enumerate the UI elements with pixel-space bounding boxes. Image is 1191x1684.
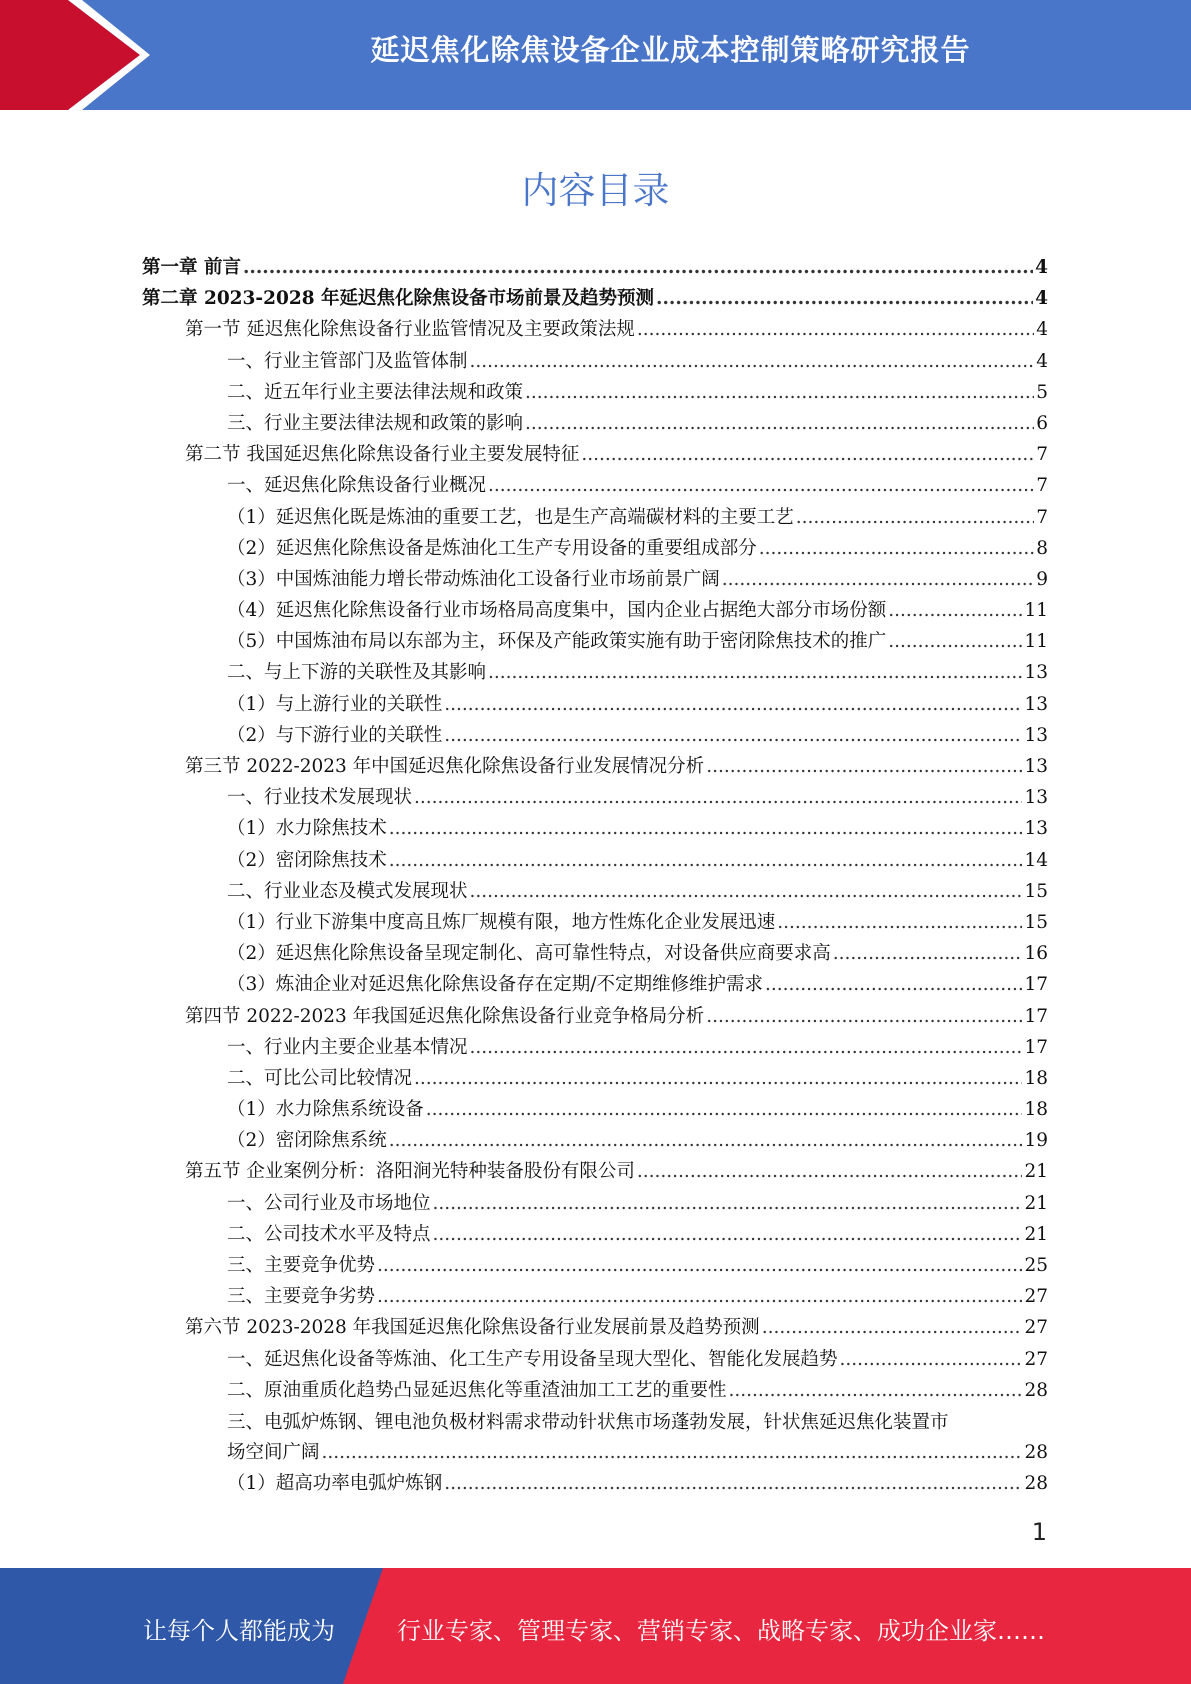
toc-entry-title: 二、行业业态及模式发展现状 xyxy=(227,880,468,902)
toc-entry-page: 7 xyxy=(1036,506,1048,528)
toc-entry[interactable] xyxy=(142,846,1048,877)
toc-entry-page: 21 xyxy=(1024,1223,1048,1245)
toc-entry[interactable] xyxy=(142,939,1048,970)
toc-entry-page: 18 xyxy=(1024,1099,1048,1121)
toc-leader-dots xyxy=(722,569,1034,590)
toc-entry[interactable] xyxy=(142,253,1048,284)
toc-leader-dots xyxy=(777,912,1022,933)
toc-entry[interactable] xyxy=(142,1095,1048,1126)
toc-entry-title: （2）密闭除焦技术 xyxy=(227,849,387,871)
toc-leader-dots xyxy=(759,538,1034,559)
toc-entry-page: 11 xyxy=(1024,600,1048,622)
toc-entry[interactable] xyxy=(142,1345,1048,1376)
toc-entry-title: （1）水力除焦技术 xyxy=(227,818,387,840)
toc-entry[interactable] xyxy=(142,378,1048,409)
toc-leader-dots xyxy=(444,1473,1022,1494)
toc-entry-title: （2）延迟焦化除焦设备呈现定制化、高可靠性特点，对设备供应商要求高 xyxy=(227,943,831,965)
toc-entry-page: 27 xyxy=(1024,1317,1048,1339)
toc-entry-title: 第一章 前言 xyxy=(142,257,241,278)
toc-leader-dots xyxy=(377,1286,1022,1307)
toc-entry-page: 7 xyxy=(1036,475,1048,497)
toc-entry[interactable] xyxy=(142,596,1048,627)
toc-leader-dots xyxy=(833,943,1023,964)
toc-leader-dots xyxy=(488,475,1034,496)
toc-entry[interactable] xyxy=(142,1126,1048,1157)
toc-entry-title: 一、延迟焦化除焦设备行业概况 xyxy=(227,475,487,497)
toc-entry-page: 28 xyxy=(1024,1379,1048,1401)
toc-entry-page: 28 xyxy=(1024,1473,1048,1495)
toc-leader-dots xyxy=(444,694,1022,715)
table-of-contents xyxy=(142,253,1048,1501)
toc-entry-page: 6 xyxy=(1036,412,1048,434)
toc-entry[interactable] xyxy=(142,315,1048,346)
toc-leader-dots xyxy=(377,1255,1022,1276)
toc-entry-title: 三、主要竞争劣势 xyxy=(227,1286,376,1308)
toc-leader-dots xyxy=(470,351,1035,372)
toc-entry-title: （1）延迟焦化既是炼油的重要工艺，也是生产高端碳材料的主要工艺 xyxy=(227,506,794,528)
toc-entry-page: 9 xyxy=(1036,568,1048,590)
toc-entry-title: 一、行业主管部门及监管体制 xyxy=(227,350,468,372)
toc-entry-page: 4 xyxy=(1035,257,1048,278)
toc-entry[interactable] xyxy=(142,658,1048,689)
toc-entry[interactable] xyxy=(142,1189,1048,1220)
toc-entry[interactable] xyxy=(142,1438,1048,1469)
toc-entry[interactable] xyxy=(142,1033,1048,1064)
toc-entry-title: 二、与上下游的关联性及其影响 xyxy=(227,662,487,684)
footer-slogan-left: 让每个人都能成为 xyxy=(143,1617,335,1645)
toc-entry[interactable] xyxy=(142,534,1048,565)
toc-leader-dots xyxy=(840,1349,1023,1370)
toc-entry-title: 二、近五年行业主要法律法规和政策 xyxy=(227,381,524,403)
toc-entry-title: （3）中国炼油能力增长带动炼油化工设备行业市场前景广阔 xyxy=(227,568,720,590)
toc-leader-dots xyxy=(470,1037,1023,1058)
toc-leader-dots xyxy=(433,1224,1023,1245)
toc-entry-page: 18 xyxy=(1024,1067,1048,1089)
toc-entry[interactable] xyxy=(142,503,1048,534)
toc-leader-dots xyxy=(414,1068,1022,1089)
toc-entry-title: 第四节 2022-2023 年我国延迟焦化除焦设备行业竞争格局分析 xyxy=(185,1005,705,1027)
toc-entry-title: 场空间广阔 xyxy=(227,1442,320,1464)
toc-leader-dots xyxy=(888,600,1022,621)
toc-leader-dots xyxy=(581,444,1034,465)
toc-entry-title: 二、可比公司比较情况 xyxy=(227,1067,413,1089)
toc-entry-page: 27 xyxy=(1024,1286,1048,1308)
toc-entry-title: （1）超高功率电弧炉炼钢 xyxy=(227,1473,443,1495)
toc-leader-dots xyxy=(637,319,1034,340)
toc-entry-page: 15 xyxy=(1024,880,1048,902)
toc-entry[interactable] xyxy=(142,721,1048,752)
toc-entry-page: 13 xyxy=(1024,724,1048,746)
toc-leader-dots xyxy=(322,1442,1023,1463)
toc-entry-title: （2）密闭除焦系统 xyxy=(227,1130,387,1152)
toc-entry[interactable] xyxy=(142,284,1048,315)
toc-entry-title: 第三节 2022-2023 年中国延迟焦化除焦设备行业发展情况分析 xyxy=(185,756,705,777)
header-banner xyxy=(0,0,1191,110)
toc-entry-title: 第二节 我国延迟焦化除焦设备行业主要发展特征 xyxy=(185,444,580,466)
toc-entry[interactable] xyxy=(142,1469,1048,1500)
toc-entry[interactable] xyxy=(142,1220,1048,1251)
toc-leader-dots xyxy=(426,1099,1023,1120)
toc-entry-title: （4）延迟焦化除焦设备行业市场格局高度集中，国内企业占据绝大部分市场份额 xyxy=(227,600,887,622)
toc-entry[interactable] xyxy=(142,752,1048,783)
toc-leader-dots xyxy=(525,413,1034,434)
toc-entry-page: 14 xyxy=(1024,849,1048,871)
toc-leader-dots xyxy=(243,257,1033,278)
toc-entry[interactable] xyxy=(142,347,1048,378)
toc-entry-title: （1）与上游行业的关联性 xyxy=(227,693,443,715)
toc-entry-page: 8 xyxy=(1036,537,1048,559)
toc-entry[interactable] xyxy=(142,970,1048,1001)
toc-entry-page: 11 xyxy=(1024,631,1048,653)
toc-entry-page: 13 xyxy=(1024,818,1048,840)
toc-entry[interactable] xyxy=(142,1282,1048,1313)
toc-entry[interactable] xyxy=(142,690,1048,721)
toc-entry-title: 一、公司行业及市场地位 xyxy=(227,1192,431,1214)
toc-entry-page: 16 xyxy=(1024,943,1048,965)
toc-entry[interactable] xyxy=(142,1251,1048,1282)
toc-leader-dots xyxy=(706,1006,1022,1027)
toc-entry[interactable] xyxy=(142,814,1048,845)
toc-leader-dots xyxy=(389,818,1023,839)
toc-entry-title: （2）延迟焦化除焦设备是炼油化工生产专用设备的重要组成部分 xyxy=(227,537,757,559)
toc-entry-page: 15 xyxy=(1024,911,1048,933)
toc-leader-dots xyxy=(765,974,1022,995)
toc-entry-page: 19 xyxy=(1024,1130,1048,1152)
toc-entry-page: 17 xyxy=(1024,974,1048,996)
toc-entry[interactable] xyxy=(142,1002,1048,1033)
toc-entry-title: 三、主要竞争优势 xyxy=(227,1255,376,1276)
toc-entry[interactable] xyxy=(142,440,1048,471)
toc-leader-dots xyxy=(729,1380,1023,1401)
toc-leader-dots xyxy=(706,756,1022,777)
toc-heading: 内容目录 xyxy=(521,169,670,212)
footer-slogan-right: 行业专家、管理专家、营销专家、战略专家、成功企业家…… xyxy=(397,1617,1045,1645)
toc-entry-page: 25 xyxy=(1024,1255,1048,1276)
toc-leader-dots xyxy=(470,881,1023,902)
toc-leader-dots xyxy=(389,850,1023,871)
toc-entry-title: 一、行业技术发展现状 xyxy=(227,787,413,809)
toc-leader-dots xyxy=(414,787,1022,808)
toc-entry-title: 一、延迟焦化设备等炼油、化工生产专用设备呈现大型化、智能化发展趋势 xyxy=(227,1348,838,1370)
toc-leader-dots xyxy=(762,1317,1023,1338)
toc-entry-title: 第六节 2023-2028 年我国延迟焦化除焦设备行业发展前景及趋势预测 xyxy=(185,1317,760,1339)
toc-entry-page: 28 xyxy=(1024,1442,1048,1464)
toc-leader-dots xyxy=(389,1130,1023,1151)
toc-entry-title: （3）炼油企业对延迟焦化除焦设备存在定期/不定期维修维护需求 xyxy=(227,974,764,996)
toc-entry-page: 17 xyxy=(1024,1036,1048,1058)
toc-entry-title: （1）水力除焦系统设备 xyxy=(227,1099,424,1121)
toc-entry-title: 第二章 2023-2028 年延迟焦化除焦设备市场前景及趋势预测 xyxy=(142,288,655,310)
toc-entry[interactable] xyxy=(142,1157,1048,1188)
toc-leader-dots xyxy=(637,1161,1023,1182)
toc-leader-dots xyxy=(433,1193,1023,1214)
toc-entry-page: 21 xyxy=(1024,1161,1048,1183)
toc-entry-page: 13 xyxy=(1024,693,1048,715)
toc-entry-page: 4 xyxy=(1036,319,1048,341)
toc-leader-dots xyxy=(525,382,1034,403)
toc-entry[interactable] xyxy=(142,627,1048,658)
page-number: 1 xyxy=(1031,1518,1047,1546)
document-title: 延迟焦化除焦设备企业成本控制策略研究报告 xyxy=(370,33,971,67)
toc-entry-title: 三、行业主要法律法规和政策的影响 xyxy=(227,412,524,434)
toc-entry-title: 一、行业内主要企业基本情况 xyxy=(227,1036,468,1058)
toc-entry[interactable] xyxy=(142,409,1048,440)
toc-leader-dots xyxy=(488,662,1022,683)
toc-entry-title: 第五节 企业案例分析：洛阳涧光特种装备股份有限公司 xyxy=(185,1161,635,1183)
toc-entry-title: （1）行业下游集中度高且炼厂规模有限，地方性炼化企业发展迅速 xyxy=(227,911,776,933)
toc-entry-page: 7 xyxy=(1036,444,1048,466)
toc-entry[interactable] xyxy=(142,1376,1048,1407)
toc-entry[interactable] xyxy=(142,1313,1048,1344)
toc-entry[interactable] xyxy=(142,908,1048,939)
toc-entry-page: 13 xyxy=(1024,787,1048,809)
toc-entry-line1[interactable]: 三、电弧炉炼钢、锂电池负极材料需求带动针状焦市场蓬勃发展，针状焦延迟焦化装置市 xyxy=(227,1411,949,1433)
toc-entry-page: 13 xyxy=(1024,662,1048,684)
toc-entry-page: 21 xyxy=(1024,1192,1048,1214)
toc-entry-title: （2）与下游行业的关联性 xyxy=(227,724,443,746)
toc-entry[interactable] xyxy=(142,783,1048,814)
toc-entry[interactable] xyxy=(142,471,1048,502)
toc-entry-page: 13 xyxy=(1024,756,1048,777)
toc-leader-dots xyxy=(444,725,1022,746)
toc-entry-title: 第一节 延迟焦化除焦设备行业监管情况及主要政策法规 xyxy=(185,319,635,341)
toc-entry-page: 4 xyxy=(1036,350,1048,372)
toc-leader-dots xyxy=(656,288,1033,309)
toc-entry-title: 二、原油重质化趋势凸显延迟焦化等重渣油加工工艺的重要性 xyxy=(227,1379,727,1401)
toc-entry-page: 17 xyxy=(1024,1005,1048,1027)
header-arrow-decoration xyxy=(0,0,150,110)
toc-entry-page: 4 xyxy=(1035,288,1048,310)
toc-entry[interactable] xyxy=(142,565,1048,596)
toc-entry[interactable] xyxy=(142,1064,1048,1095)
toc-entry[interactable] xyxy=(142,877,1048,908)
toc-entry-page: 27 xyxy=(1024,1348,1048,1370)
toc-leader-dots xyxy=(796,507,1034,528)
toc-leader-dots xyxy=(888,631,1022,652)
toc-entry-title: （5）中国炼油布局以东部为主，环保及产能政策实施有助于密闭除焦技术的推广 xyxy=(227,631,887,653)
toc-entry-page: 5 xyxy=(1036,381,1048,403)
toc-entry-title: 二、公司技术水平及特点 xyxy=(227,1223,431,1245)
